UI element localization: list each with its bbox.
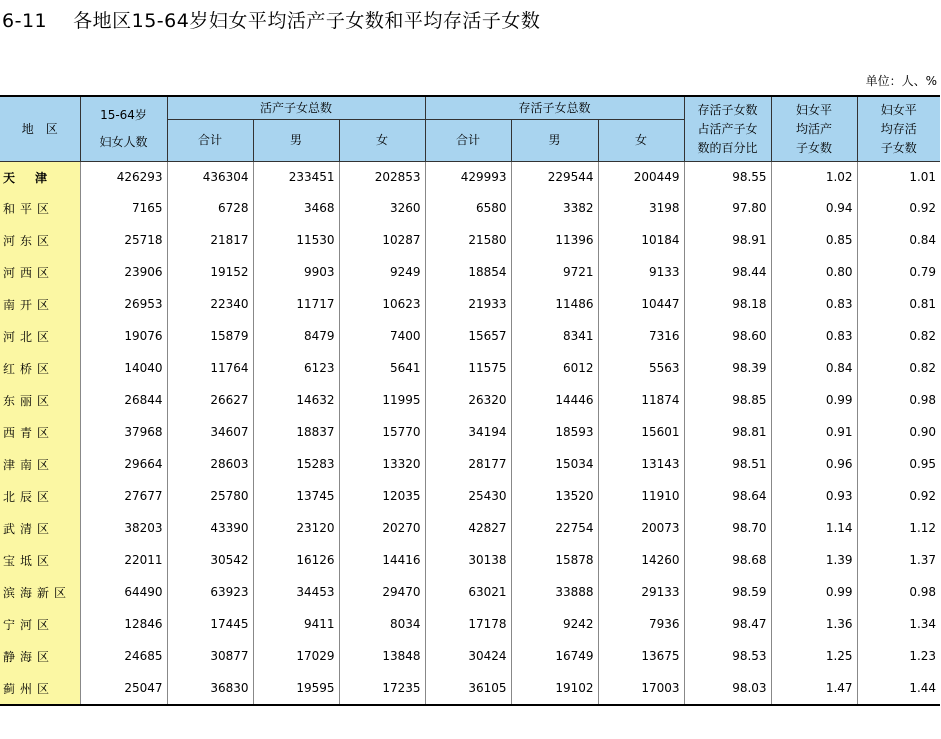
table-row	[0, 288, 940, 320]
cell-born-female: 10287	[339, 224, 425, 256]
cell-surviving-male: 11396	[511, 224, 598, 256]
cell-avg-surviving: 1.37	[857, 544, 940, 576]
cell-survival-pct: 98.47	[684, 608, 771, 640]
header-women-count: 15-64岁 妇女人数	[80, 96, 167, 162]
cell-region: 蓟州区	[0, 672, 80, 705]
cell-survival-pct: 97.80	[684, 192, 771, 224]
cell-surviving-female: 20073	[598, 512, 684, 544]
table-row	[0, 416, 940, 448]
header-region: 地 区	[0, 96, 80, 162]
cell-born-male: 8479	[253, 320, 339, 352]
cell-born-female: 29470	[339, 576, 425, 608]
cell-region: 武清区	[0, 512, 80, 544]
cell-surviving-total: 30424	[425, 640, 511, 672]
cell-avg-surviving: 0.98	[857, 384, 940, 416]
cell-surviving-male: 18593	[511, 416, 598, 448]
cell-born-male: 9411	[253, 608, 339, 640]
cell-region: 东丽区	[0, 384, 80, 416]
header-avg-surviving: 妇女平 均存活 子女数	[857, 96, 940, 162]
cell-avg-surviving: 0.95	[857, 448, 940, 480]
cell-born-male: 34453	[253, 576, 339, 608]
header-born-total: 合计	[167, 120, 253, 162]
cell-women-count: 12846	[80, 608, 167, 640]
cell-surviving-female: 14260	[598, 544, 684, 576]
cell-avg-surviving: 1.01	[857, 162, 940, 193]
cell-women-count: 26953	[80, 288, 167, 320]
cell-surviving-male: 13520	[511, 480, 598, 512]
cell-born-male: 16126	[253, 544, 339, 576]
cell-region: 和平区	[0, 192, 80, 224]
cell-women-count: 19076	[80, 320, 167, 352]
cell-surviving-male: 3382	[511, 192, 598, 224]
cell-born-female: 17235	[339, 672, 425, 705]
cell-region: 津南区	[0, 448, 80, 480]
cell-surviving-total: 30138	[425, 544, 511, 576]
cell-region: 西青区	[0, 416, 80, 448]
cell-avg-born: 0.83	[771, 320, 857, 352]
cell-survival-pct: 98.81	[684, 416, 771, 448]
cell-avg-surviving: 1.44	[857, 672, 940, 705]
unit-label: 单位：人、%	[865, 74, 937, 88]
cell-region: 河西区	[0, 256, 80, 288]
cell-women-count: 38203	[80, 512, 167, 544]
cell-surviving-female: 11874	[598, 384, 684, 416]
header-born-male: 男	[253, 120, 339, 162]
cell-avg-born: 1.25	[771, 640, 857, 672]
cell-born-total: 436304	[167, 162, 253, 193]
cell-region: 静海区	[0, 640, 80, 672]
cell-born-total: 21817	[167, 224, 253, 256]
cell-women-count: 14040	[80, 352, 167, 384]
cell-survival-pct: 98.59	[684, 576, 771, 608]
cell-born-total: 19152	[167, 256, 253, 288]
cell-born-male: 15283	[253, 448, 339, 480]
cell-region: 宝坻区	[0, 544, 80, 576]
cell-women-count: 7165	[80, 192, 167, 224]
cell-surviving-total: 17178	[425, 608, 511, 640]
cell-born-female: 12035	[339, 480, 425, 512]
cell-women-count: 24685	[80, 640, 167, 672]
cell-avg-surviving: 0.92	[857, 480, 940, 512]
cell-born-female: 10623	[339, 288, 425, 320]
cell-born-female: 13320	[339, 448, 425, 480]
cell-born-male: 18837	[253, 416, 339, 448]
cell-born-female: 7400	[339, 320, 425, 352]
cell-born-male: 11717	[253, 288, 339, 320]
cell-avg-surviving: 0.81	[857, 288, 940, 320]
cell-surviving-total: 18854	[425, 256, 511, 288]
cell-born-male: 9903	[253, 256, 339, 288]
cell-women-count: 37968	[80, 416, 167, 448]
cell-surviving-male: 14446	[511, 384, 598, 416]
cell-survival-pct: 98.70	[684, 512, 771, 544]
cell-born-total: 34607	[167, 416, 253, 448]
cell-region: 宁河区	[0, 608, 80, 640]
cell-surviving-female: 13675	[598, 640, 684, 672]
cell-surviving-male: 16749	[511, 640, 598, 672]
cell-survival-pct: 98.51	[684, 448, 771, 480]
cell-region: 北辰区	[0, 480, 80, 512]
cell-born-total: 17445	[167, 608, 253, 640]
table-row	[0, 320, 940, 352]
cell-surviving-total: 6580	[425, 192, 511, 224]
cell-born-female: 202853	[339, 162, 425, 193]
cell-born-total: 36830	[167, 672, 253, 705]
cell-avg-surviving: 0.82	[857, 320, 940, 352]
cell-avg-born: 1.39	[771, 544, 857, 576]
cell-born-total: 6728	[167, 192, 253, 224]
table-row	[0, 448, 940, 480]
table-row	[0, 256, 940, 288]
cell-women-count: 25047	[80, 672, 167, 705]
table-row	[0, 544, 940, 576]
cell-surviving-male: 6012	[511, 352, 598, 384]
cell-born-female: 14416	[339, 544, 425, 576]
cell-surviving-total: 28177	[425, 448, 511, 480]
cell-survival-pct: 98.53	[684, 640, 771, 672]
cell-born-total: 15879	[167, 320, 253, 352]
cell-avg-born: 1.36	[771, 608, 857, 640]
cell-surviving-female: 3198	[598, 192, 684, 224]
cell-women-count: 23906	[80, 256, 167, 288]
cell-born-female: 9249	[339, 256, 425, 288]
cell-survival-pct: 98.39	[684, 352, 771, 384]
cell-surviving-total: 11575	[425, 352, 511, 384]
cell-surviving-female: 10184	[598, 224, 684, 256]
header-survival-percentage: 存活子女数 占活产子女 数的百分比	[684, 96, 771, 162]
cell-avg-born: 0.91	[771, 416, 857, 448]
cell-surviving-male: 22754	[511, 512, 598, 544]
cell-avg-surviving: 0.82	[857, 352, 940, 384]
cell-women-count: 426293	[80, 162, 167, 193]
cell-born-female: 11995	[339, 384, 425, 416]
cell-women-count: 64490	[80, 576, 167, 608]
cell-born-total: 26627	[167, 384, 253, 416]
cell-surviving-total: 26320	[425, 384, 511, 416]
cell-region: 红桥区	[0, 352, 80, 384]
cell-avg-born: 0.99	[771, 384, 857, 416]
cell-avg-surviving: 0.92	[857, 192, 940, 224]
cell-born-total: 22340	[167, 288, 253, 320]
cell-born-male: 233451	[253, 162, 339, 193]
cell-avg-born: 0.85	[771, 224, 857, 256]
cell-born-female: 20270	[339, 512, 425, 544]
header-born-female: 女	[339, 120, 425, 162]
cell-survival-pct: 98.91	[684, 224, 771, 256]
cell-surviving-total: 429993	[425, 162, 511, 193]
cell-avg-surviving: 0.79	[857, 256, 940, 288]
cell-surviving-total: 25430	[425, 480, 511, 512]
cell-avg-surviving: 0.98	[857, 576, 940, 608]
header-live-born-total: 活产子女总数	[167, 96, 425, 120]
cell-surviving-total: 15657	[425, 320, 511, 352]
cell-avg-born: 1.14	[771, 512, 857, 544]
cell-born-male: 6123	[253, 352, 339, 384]
table-number: 6-11	[2, 10, 48, 32]
cell-surviving-total: 36105	[425, 672, 511, 705]
cell-surviving-female: 9133	[598, 256, 684, 288]
cell-avg-born: 0.84	[771, 352, 857, 384]
cell-surviving-male: 15034	[511, 448, 598, 480]
cell-women-count: 29664	[80, 448, 167, 480]
cell-born-total: 28603	[167, 448, 253, 480]
cell-surviving-male: 9721	[511, 256, 598, 288]
cell-surviving-total: 21580	[425, 224, 511, 256]
cell-born-male: 11530	[253, 224, 339, 256]
cell-surviving-total: 21933	[425, 288, 511, 320]
cell-avg-surviving: 1.12	[857, 512, 940, 544]
cell-born-male: 14632	[253, 384, 339, 416]
cell-surviving-female: 7936	[598, 608, 684, 640]
table-header	[0, 96, 940, 162]
header-avg-live-born: 妇女平 均活产 子女数	[771, 96, 857, 162]
table-row	[0, 512, 940, 544]
cell-surviving-total: 63021	[425, 576, 511, 608]
cell-region: 河北区	[0, 320, 80, 352]
cell-survival-pct: 98.64	[684, 480, 771, 512]
cell-born-female: 13848	[339, 640, 425, 672]
cell-born-total: 63923	[167, 576, 253, 608]
cell-surviving-female: 15601	[598, 416, 684, 448]
cell-survival-pct: 98.03	[684, 672, 771, 705]
page-title	[2, 6, 540, 33]
table-body	[0, 162, 940, 706]
cell-women-count: 27677	[80, 480, 167, 512]
cell-surviving-male: 19102	[511, 672, 598, 705]
cell-surviving-male: 9242	[511, 608, 598, 640]
cell-born-female: 3260	[339, 192, 425, 224]
cell-region: 天津	[0, 162, 80, 193]
cell-survival-pct: 98.85	[684, 384, 771, 416]
cell-women-count: 25718	[80, 224, 167, 256]
cell-surviving-female: 10447	[598, 288, 684, 320]
header-surviving-total: 存活子女总数	[425, 96, 684, 120]
table-title: 各地区15-64岁妇女平均活产子女数和平均存活子女数	[73, 10, 541, 32]
cell-avg-born: 1.02	[771, 162, 857, 193]
cell-born-male: 17029	[253, 640, 339, 672]
cell-born-total: 43390	[167, 512, 253, 544]
table-row	[0, 672, 940, 705]
cell-surviving-male: 33888	[511, 576, 598, 608]
cell-region: 河东区	[0, 224, 80, 256]
cell-survival-pct: 98.60	[684, 320, 771, 352]
cell-born-total: 30877	[167, 640, 253, 672]
cell-surviving-male: 8341	[511, 320, 598, 352]
cell-women-count: 22011	[80, 544, 167, 576]
cell-born-male: 13745	[253, 480, 339, 512]
cell-surviving-female: 29133	[598, 576, 684, 608]
cell-avg-surviving: 0.84	[857, 224, 940, 256]
table-row	[0, 192, 940, 224]
cell-surviving-female: 11910	[598, 480, 684, 512]
cell-avg-born: 0.94	[771, 192, 857, 224]
cell-surviving-female: 200449	[598, 162, 684, 193]
cell-avg-born: 0.93	[771, 480, 857, 512]
cell-avg-born: 0.80	[771, 256, 857, 288]
statistics-table	[0, 95, 940, 706]
table-row	[0, 162, 940, 193]
cell-surviving-female: 5563	[598, 352, 684, 384]
cell-born-male: 3468	[253, 192, 339, 224]
cell-surviving-male: 11486	[511, 288, 598, 320]
cell-surviving-female: 7316	[598, 320, 684, 352]
cell-surviving-female: 17003	[598, 672, 684, 705]
table-row	[0, 352, 940, 384]
cell-surviving-male: 15878	[511, 544, 598, 576]
table-row	[0, 384, 940, 416]
cell-avg-born: 1.47	[771, 672, 857, 705]
cell-born-male: 23120	[253, 512, 339, 544]
header-surviving-male: 男	[511, 120, 598, 162]
cell-avg-born: 0.99	[771, 576, 857, 608]
header-surviving-female: 女	[598, 120, 684, 162]
cell-avg-born: 0.96	[771, 448, 857, 480]
table-row	[0, 576, 940, 608]
cell-born-total: 30542	[167, 544, 253, 576]
cell-surviving-total: 42827	[425, 512, 511, 544]
cell-survival-pct: 98.55	[684, 162, 771, 193]
cell-born-total: 11764	[167, 352, 253, 384]
cell-avg-born: 0.83	[771, 288, 857, 320]
cell-survival-pct: 98.44	[684, 256, 771, 288]
cell-surviving-female: 13143	[598, 448, 684, 480]
cell-survival-pct: 98.18	[684, 288, 771, 320]
cell-born-total: 25780	[167, 480, 253, 512]
cell-region: 滨海新区	[0, 576, 80, 608]
cell-survival-pct: 98.68	[684, 544, 771, 576]
cell-surviving-total: 34194	[425, 416, 511, 448]
table-row	[0, 224, 940, 256]
cell-avg-surviving: 0.90	[857, 416, 940, 448]
table-row	[0, 480, 940, 512]
cell-region: 南开区	[0, 288, 80, 320]
cell-avg-surviving: 1.34	[857, 608, 940, 640]
cell-born-female: 5641	[339, 352, 425, 384]
header-surviving-sum: 合计	[425, 120, 511, 162]
table-row	[0, 640, 940, 672]
cell-born-female: 8034	[339, 608, 425, 640]
cell-women-count: 26844	[80, 384, 167, 416]
cell-surviving-male: 229544	[511, 162, 598, 193]
cell-born-female: 15770	[339, 416, 425, 448]
table-row	[0, 608, 940, 640]
cell-avg-surviving: 1.23	[857, 640, 940, 672]
cell-born-male: 19595	[253, 672, 339, 705]
